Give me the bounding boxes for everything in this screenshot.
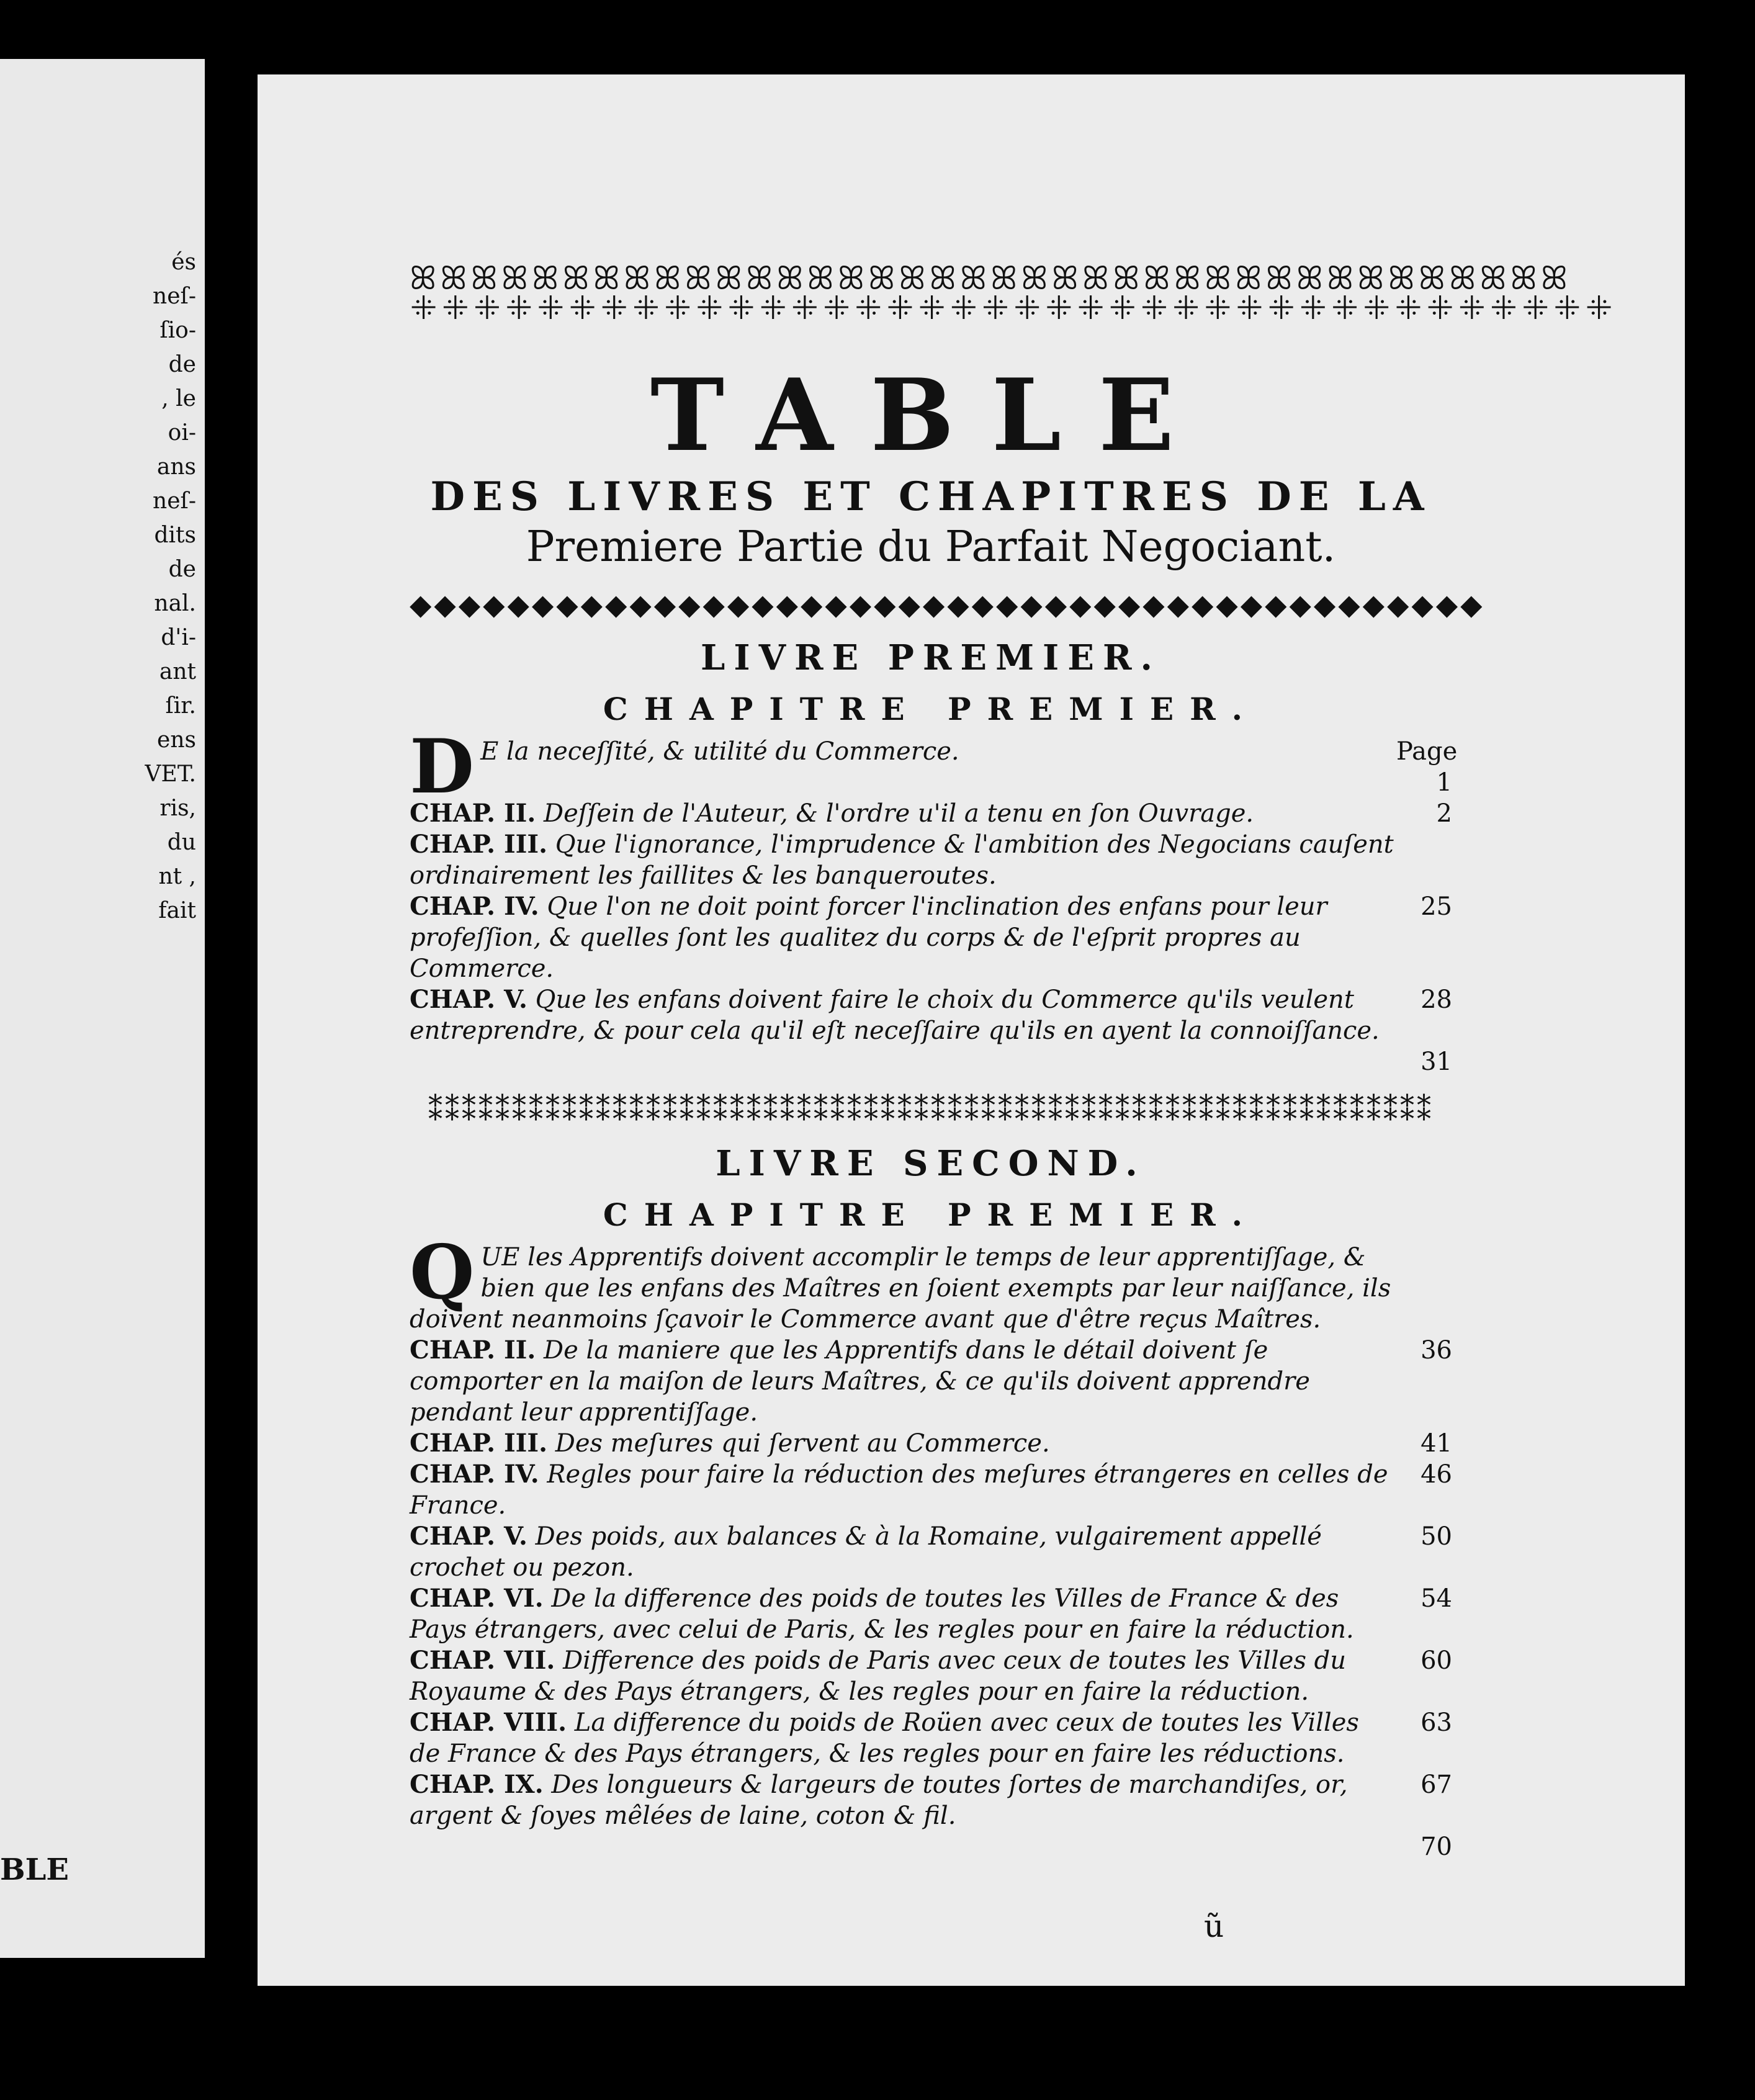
entry-text: Des longueurs & largeurs de toutes ſortes de marchandiſes, or, argent & ſoyes mêlées de laine, coton & fil.: [410, 1770, 1348, 1830]
margin-line: neſ-: [153, 284, 196, 309]
livre2-entries: [410, 1335, 1452, 1831]
page-number: 60: [1421, 1646, 1452, 1675]
chapter-label: CHAP. IX.: [410, 1770, 544, 1799]
chapter-label: CHAP. VII.: [410, 1646, 555, 1675]
entry-text: Des meſures qui ſervent au Commerce.: [555, 1429, 1050, 1458]
subtitle-line1: DES LIVRES ET CHAPITRES DE LA: [430, 473, 1432, 520]
dot-rule: ⁑⁑⁑⁑⁑⁑⁑⁑⁑⁑⁑⁑⁑⁑⁑⁑⁑⁑⁑⁑⁑⁑⁑⁑⁑⁑⁑⁑⁑⁑⁑⁑⁑⁑⁑⁑⁑⁑⁑⁑⁑⁑⁑⁑⁑⁑⁑⁑⁑⁑⁑⁑⁑⁑⁑⁑⁑⁑⁑⁑: [428, 1093, 1434, 1127]
page-number: 70: [1421, 1833, 1452, 1861]
livre1-first-entry: [410, 723, 1458, 810]
left-page-catchword: BLE: [0, 1852, 69, 1887]
margin-line: ant: [159, 659, 196, 684]
drop-cap: Q: [410, 1229, 475, 1316]
left-page-edge: [0, 59, 205, 1958]
ornamental-border: [410, 260, 1617, 351]
margin-line: dits: [154, 523, 196, 548]
margin-line: ſir.: [165, 693, 196, 719]
page-number: 31: [1421, 1048, 1452, 1076]
margin-line: ris,: [159, 796, 196, 821]
entry-text: Que l'ignorance, l'imprudence & l'ambition des Negocians cauſent ordinairement les faillites & les banqueroutes.: [410, 830, 1394, 890]
livre1-entries: [410, 798, 1452, 1046]
page-number: 54: [1421, 1584, 1452, 1613]
toc-entry: [410, 1645, 1452, 1707]
chapter-label: CHAP. IV.: [410, 1460, 539, 1489]
left-page-margin-text: [140, 245, 196, 928]
page-number: [1396, 829, 1452, 891]
page-number: Page 1: [1396, 737, 1458, 797]
page-title: TABLE: [650, 357, 1212, 473]
page-number: 46: [1421, 1460, 1452, 1489]
page-number: 36: [1421, 1336, 1452, 1365]
livre1-title: LIVRE PREMIER.: [701, 637, 1161, 678]
chapter-label: CHAP. II.: [410, 1335, 536, 1365]
margin-line: fait: [158, 898, 196, 923]
drop-cap: D: [410, 723, 475, 810]
chapter-label: CHAP. II.: [410, 799, 536, 828]
margin-line: d'i-: [161, 625, 196, 650]
margin-line: oi-: [168, 420, 196, 446]
margin-line: neſ-: [153, 488, 196, 514]
toc-entry: [410, 984, 1452, 1046]
margin-line: du: [167, 830, 196, 855]
livre1-chapter-heading: CHAPITRE PREMIER.: [603, 691, 1259, 727]
chapter-label: CHAP. V.: [410, 985, 527, 1014]
page-number: 2: [1436, 799, 1452, 828]
toc-entry: [410, 1428, 1452, 1459]
document-page: [258, 74, 1685, 1986]
margin-line: ans: [156, 454, 196, 480]
livre1-last-page: [410, 1046, 1452, 1077]
chapter-label: CHAP. III.: [410, 1429, 548, 1458]
livre2-title: LIVRE SECOND.: [716, 1143, 1146, 1184]
toc-entry: [410, 1707, 1452, 1769]
entry-text: Deſſein de l'Auteur, & l'ordre u'il a tenu en ſon Ouvrage.: [544, 799, 1254, 828]
livre2-chapter-heading: CHAPITRE PREMIER.: [603, 1196, 1259, 1233]
chapter-label: CHAP. VI.: [410, 1584, 544, 1613]
border-bottom: ꔰꔰꔰꔰꔰꔰꔰꔰꔰꔰꔰꔰꔰꔰꔰꔰꔰꔰꔰꔰꔰꔰꔰꔰꔰꔰꔰꔰꔰꔰꔰꔰꔰꔰꔰꔰꔰꔰ: [410, 290, 1617, 327]
entry-text: E la neceſſité, & utilité du Commerce.: [480, 737, 959, 766]
page-number: 50: [1421, 1522, 1452, 1551]
toc-entry: [410, 1769, 1452, 1831]
entry-text: La difference du poids de Roüen avec ceux de toutes les Villes de France & des Pays étrangers, & les regles pour en faire les réductions.: [410, 1708, 1359, 1768]
entry-text: De la difference des poids de toutes les Villes de France & des Pays étrangers, avec celui de Paris, & les regles pour en faire la réduction.: [410, 1584, 1354, 1644]
page-number: 67: [1421, 1770, 1452, 1799]
margin-line: , le: [161, 386, 196, 411]
toc-entry: [410, 891, 1452, 984]
margin-line: nt ,: [158, 864, 196, 889]
toc-entry: [410, 798, 1452, 829]
toc-entry: [410, 829, 1452, 891]
chapter-label: CHAP. VIII.: [410, 1708, 567, 1737]
margin-line: és: [171, 249, 196, 275]
livre2-first-entry: [410, 1229, 1452, 1335]
entry-text: Regles pour faire la réduction des meſures étrangeres en celles de France.: [410, 1460, 1388, 1520]
entry-text: Difference des poids de Paris avec ceux de toutes les Villes du Royaume & des Pays étrangers, & les regles pour en faire la réduction.: [410, 1646, 1347, 1706]
toc-entry: [410, 1459, 1452, 1521]
entry-text: Des poids, aux balances & à la Romaine, vulgairement appellé crochet ou pezon.: [410, 1522, 1322, 1582]
toc-entry: [410, 1583, 1452, 1645]
toc-entry: [410, 1521, 1452, 1583]
page-number: 41: [1421, 1429, 1452, 1458]
chapter-label: CHAP. IV.: [410, 892, 539, 921]
margin-line: nal.: [154, 591, 196, 616]
page-number: 28: [1421, 985, 1452, 1014]
page-content: [410, 260, 1617, 1862]
entry-text: UE les Apprentifs doivent accomplir le temps de leur apprentiſſage, & bien que les enfans des Maîtres en ſoient exempts par leur naiſſance, ils doivent neanmoins ſçavoir le Commerce avant que d'être reçus Maîtres.: [410, 1243, 1391, 1334]
toc-entry: [410, 1335, 1452, 1428]
chapter-label: CHAP. III.: [410, 830, 548, 859]
diamond-rule: ◆◆◆◆◆◆◆◆◆◆◆◆◆◆◆◆◆◆◆◆◆◆◆◆◆◆◆◆◆◆◆◆◆◆◆◆◆◆◆◆◆◆◆◆: [410, 588, 1485, 621]
subtitle-line2: Premiere Partie du Parfait Negociant.: [526, 523, 1336, 572]
page-number: 63: [1421, 1708, 1452, 1737]
page-number: 25: [1421, 892, 1452, 921]
signature-mark: ũ: [1204, 1908, 1224, 1944]
margin-line: VET.: [145, 761, 196, 787]
margin-line: de: [168, 352, 196, 377]
chapter-label: CHAP. V.: [410, 1522, 527, 1551]
entry-text: Que l'on ne doit point forcer l'inclination des enfans pour leur profeſſion, & quelles ſont les qualitez du corps & de l'eſprit propres au Commerce.: [410, 892, 1327, 983]
border-top: ꕤꕤꕤꕤꕤꕤꕤꕤꕤꕤꕤꕤꕤꕤꕤꕤꕤꕤꕤꕤꕤꕤꕤꕤꕤꕤꕤꕤꕤꕤꕤꕤꕤꕤꕤꕤꕤꕤ: [410, 260, 1572, 297]
margin-line: de: [168, 557, 196, 582]
entry-text: Que les enfans doivent faire le choix du Commerce qu'ils veulent entreprendre, & pour cela qu'il eſt neceſſaire qu'ils en ayent la connoiſſance.: [410, 985, 1380, 1045]
entry-text: De la maniere que les Apprentifs dans le détail doivent ſe comporter en la maiſon de leurs Maîtres, & ce qu'ils doivent apprendre pendant leur apprentiſſage.: [410, 1336, 1310, 1427]
livre2-last-page: [410, 1831, 1452, 1862]
margin-line: ſio-: [159, 318, 196, 343]
margin-line: ens: [157, 727, 196, 753]
